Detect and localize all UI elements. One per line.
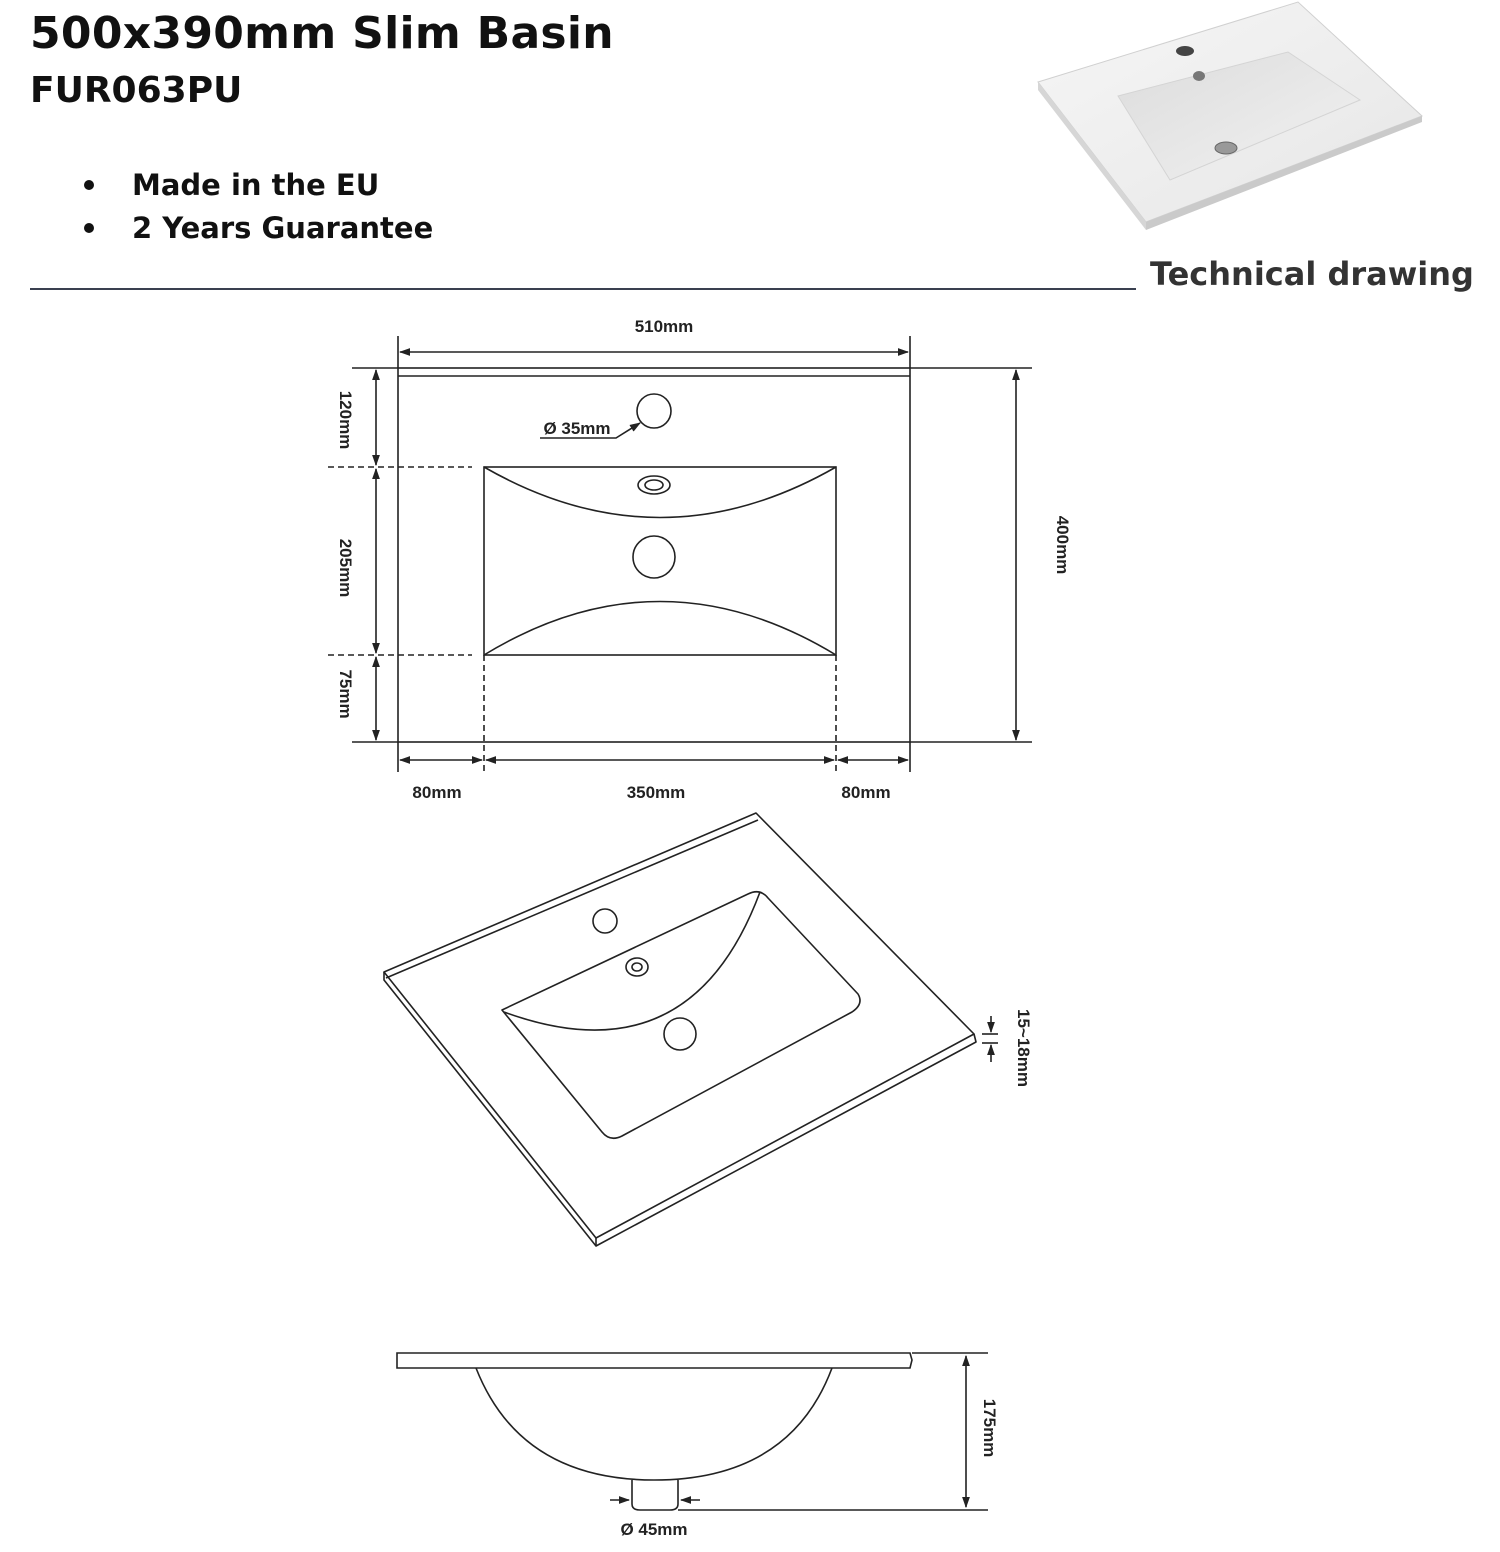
- isometric-view: [384, 813, 998, 1246]
- dim-width-top: 510mm: [634, 317, 694, 336]
- dim-bowl-depth: 205mm: [336, 538, 355, 598]
- dim-waste: Ø 45mm: [620, 1520, 688, 1539]
- dim-bowl-width: 350mm: [626, 783, 686, 802]
- dim-left-margin: 80mm: [412, 783, 462, 802]
- top-view: [328, 336, 1032, 772]
- section-label: Technical drawing: [1150, 255, 1474, 293]
- dim-height: 175mm: [980, 1398, 999, 1458]
- side-view: [397, 1353, 988, 1510]
- product-title: 500x390mm Slim Basin: [30, 8, 614, 59]
- dim-bottom-margin: 75mm: [336, 669, 355, 719]
- feature-text: 2 Years Guarantee: [132, 211, 434, 245]
- dim-tap-hole: Ø 35mm: [543, 419, 611, 438]
- dim-right-margin: 80mm: [841, 783, 891, 802]
- product-code: FUR063PU: [30, 70, 243, 111]
- dim-thickness: 15~18mm: [1014, 1009, 1033, 1087]
- feature-text: Made in the EU: [132, 168, 380, 202]
- dim-depth-right: 400mm: [1053, 515, 1072, 575]
- dim-top-margin: 120mm: [336, 390, 355, 450]
